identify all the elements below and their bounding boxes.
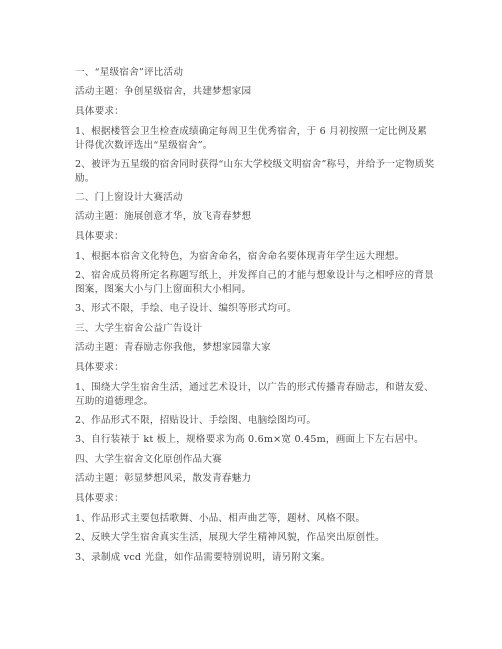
section-4-requirements-label: 具体要求： [75,493,124,504]
section-3-item-3: 3、自行装裱于 kt 板上，规格要求为高 0.6m×宽 0.45m，画面上下左右居中。 [75,434,424,445]
section-2-requirements-label: 具体要求： [75,231,124,242]
section-1-item-2: 2、被评为五星级的宿舍同时获得“山东大学校级文明宿舍”称号，并给予一定物质奖励。 [75,159,435,184]
section-3-requirements-label: 具体要求： [75,362,124,373]
section-2-item-2: 2、宿舍成员将所定名称题写纸上，并发挥自己的才能与想象设计与之相呼应的背景图案，图案大小与门上窗面积大小相同。 [75,270,434,295]
section-3-theme: 活动主题：青春励志你我他，梦想家园靠大家 [75,342,271,353]
section-2-theme: 活动主题：施展创意才华，放飞青春梦想 [75,211,252,222]
section-2-item-1: 1、根据本宿舍文化特色，为宿舍命名，宿舍命名要体现青年学生远大理想。 [75,251,405,262]
section-4-heading: 四、大学生宿舍文化原创作品大赛 [75,454,222,465]
section-1-requirements-label: 具体要求： [75,106,124,117]
section-2-heading: 二、门上窗设计大赛活动 [75,192,183,203]
section-4-item-2: 2、反映大学生宿舍真实生活，展现大学生精神风貌，作品突出原创性。 [75,532,385,543]
section-3-item-2: 2、作品形式不限，招贴设计、手绘图、电脑绘图均可。 [75,415,317,426]
section-1-heading: 一、“星级宿舍”评比活动 [75,67,184,78]
section-1-theme: 活动主题：争创星级宿舍，共建梦想家园 [75,86,252,97]
section-4-item-1: 1、作品形式主要包括歌舞、小品、相声曲艺等，题材、风格不限。 [75,513,366,524]
section-3-heading: 三、大学生宿舍公益广告设计 [75,323,203,334]
section-4-item-3: 3、录制成 vcd 光盘，如作品需要特别说明，请另附文案。 [75,552,331,563]
section-2-item-3: 3、形式不限，手绘、电子设计、编织等形式均可。 [75,303,297,314]
section-4-theme: 活动主题：彰显梦想风采，散发青春魅力 [75,473,252,484]
section-1-item-1: 1、根据楼管会卫生检查成绩确定每周卫生优秀宿舍，于 6 月初按照一定比例及累计得优次数评选出“星级宿舍”。 [75,126,428,151]
section-3-item-1: 1、围绕大学生宿舍生活，通过艺术设计，以广告的形式传播青春励志，和谐友爱、互助的道德理念。 [75,382,434,407]
